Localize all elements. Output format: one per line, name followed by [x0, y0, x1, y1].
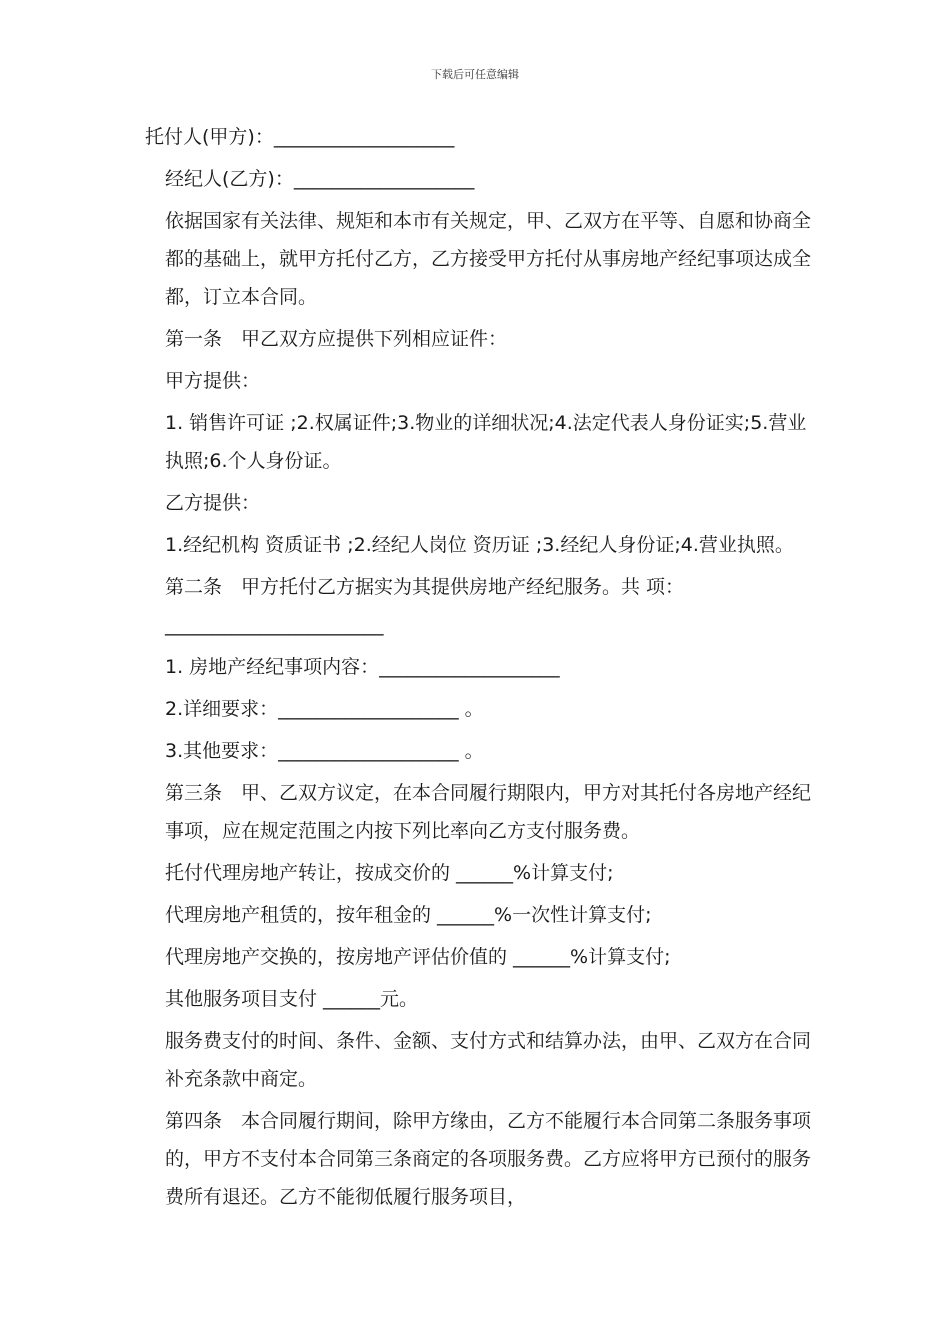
- paragraph: 第三条 甲、乙双方议定，在本合同履行期限内，甲方对其托付各房地产经纪事项，应在规定范围之内按下列比率向乙方支付服务费。: [165, 782, 812, 842]
- paragraph: 其他服务项目支付 ______元。: [165, 988, 419, 1010]
- paragraph: 3.其他要求：___________________ 。: [165, 740, 484, 762]
- paragraph: 第一条 甲乙双方应提供下列相应证件：: [165, 328, 508, 350]
- paragraph: 服务费支付的时间、条件、金额、支付方式和结算办法，由甲、乙双方在合同补充条款中商定。: [165, 1030, 812, 1090]
- paragraph: 乙方提供：: [165, 492, 261, 514]
- paragraph: 2.详细要求：___________________ 。: [165, 698, 484, 720]
- paragraph: 代理房地产租赁的，按年租金的 ______%一次性计算支付;: [165, 904, 652, 926]
- paragraph: 1.经纪机构 资质证书 ;2.经纪人岗位 资历证 ;3.经纪人身份证;4.营业执照。: [165, 534, 794, 556]
- contract-body: [145, 118, 817, 1216]
- paragraph: 甲方提供：: [165, 370, 261, 392]
- paragraph: 托付代理房地产转让，按成交价的 ______%计算支付;: [165, 862, 614, 884]
- paragraph: 托付人(甲方)：___________________: [145, 126, 455, 148]
- paragraph: 1. 销售许可证 ;2.权属证件;3.物业的详细状况;4.法定代表人身份证实;5.营业执照;6.个人身份证。: [165, 412, 807, 472]
- paragraph: 1. 房地产经纪事项内容：___________________: [165, 656, 560, 678]
- paragraph: 第四条 本合同履行期间，除甲方缘由，乙方不能履行本合同第二条服务事项的，甲方不支付本合同第三条商定的各项服务费。乙方应将甲方已预付的服务费所有退还。乙方不能彻低履行服务项目，: [165, 1110, 812, 1208]
- paragraph: 依据国家有关法律、规矩和本市有关规定，甲、乙双方在平等、自愿和协商全都的基础上，就甲方托付乙方，乙方接受甲方托付从事房地产经纪事项达成全都，订立本合同。: [165, 210, 812, 308]
- paragraph: 经纪人(乙方)：___________________: [165, 168, 475, 190]
- paragraph: 第二条 甲方托付乙方据实为其提供房地产经纪服务。共 项：_______________________: [165, 576, 685, 636]
- page-header: 下载后可任意编辑: [431, 68, 519, 81]
- paragraph: 代理房地产交换的，按房地产评估价值的 ______%计算支付;: [165, 946, 671, 968]
